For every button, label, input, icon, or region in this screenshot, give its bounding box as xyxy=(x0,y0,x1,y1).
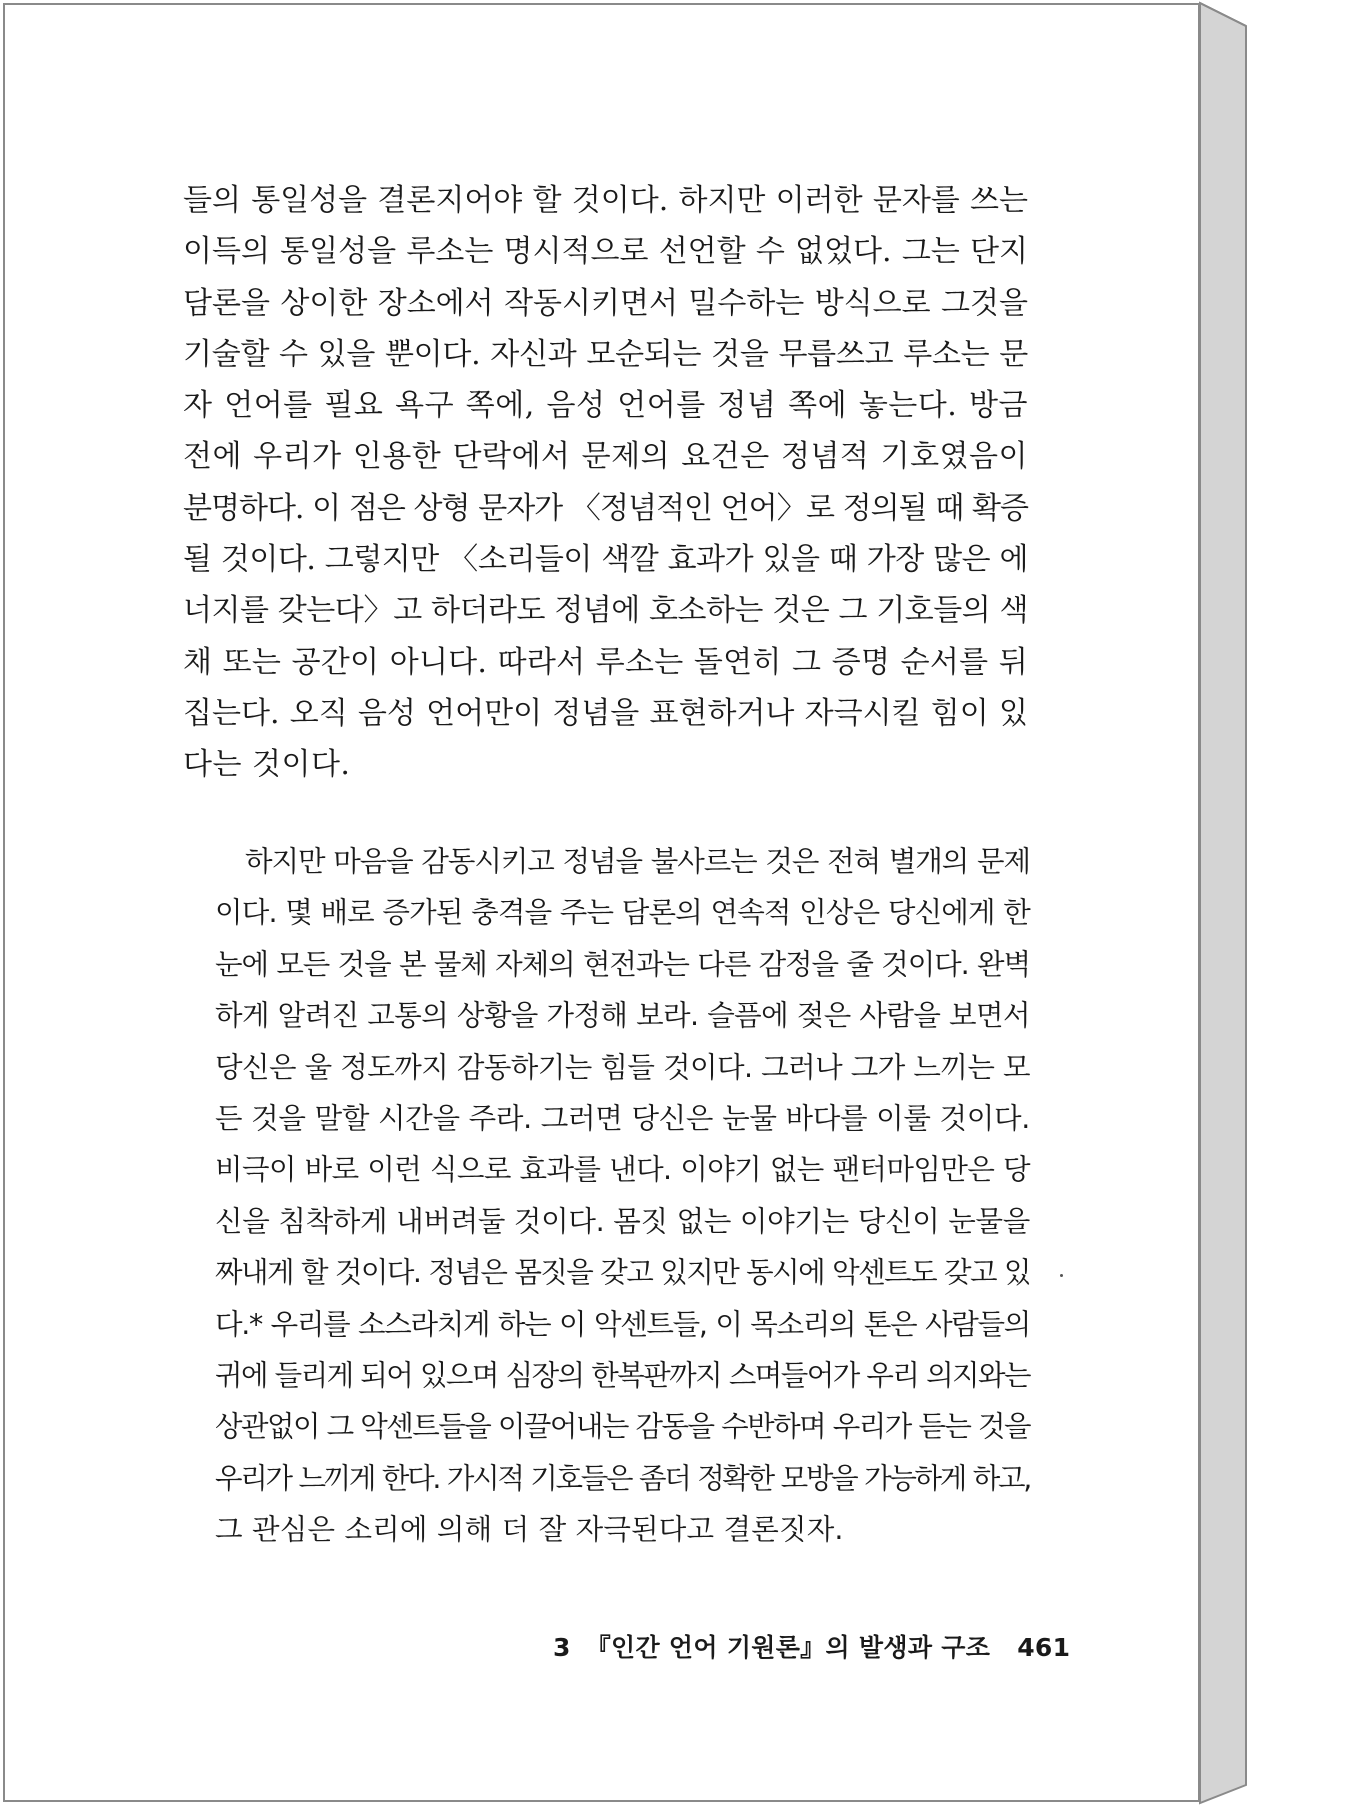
body-paragraph xyxy=(183,175,1028,791)
quote-line: 신을 침착하게 내버려둘 것이다. 몸짓 없는 이야기는 당신이 눈물을 xyxy=(215,1204,1030,1238)
paragraph-line: 자 언어를 필요 욕구 쪽에, 음성 언어를 정념 쪽에 놓는다. 방금 xyxy=(183,388,1028,424)
paragraph-line: 다는 것이다. xyxy=(183,747,351,783)
page-edge-side xyxy=(1200,3,1246,1803)
quote-line-text: 하지만 마음을 감동시키고 정념을 불사르는 것은 전혀 별개의 문제 xyxy=(245,845,1030,878)
quote-line: 눈에 모든 것을 본 물체 자체의 현전과는 다른 감정을 줄 것이다. 완벽 xyxy=(215,947,1030,981)
quote-line: 비극이 바로 이런 식으로 효과를 낸다. 이야기 없는 팬터마임만은 당 xyxy=(215,1153,1030,1187)
paragraph-line: 전에 우리가 인용한 단락에서 문제의 요건은 정념적 기호였음이 xyxy=(183,439,1028,475)
quote-line: 상관없이 그 악센트들을 이끌어내는 감동을 수반하며 우리가 듣는 것을 xyxy=(215,1410,1030,1444)
quote-line: 짜내게 할 것이다. 정념은 몸짓을 갖고 있지만 동시에 악센트도 갖고 있 xyxy=(215,1256,1030,1290)
footer-chapter-title: 『인간 언어 기원론』의 발생과 구조 xyxy=(585,1633,991,1662)
print-speck xyxy=(1060,1274,1063,1277)
quote-line: 다.* 우리를 소스라치게 하는 이 악센트들, 이 목소리의 톤은 사람들의 xyxy=(215,1307,1030,1341)
paragraph-line: 담론을 상이한 장소에서 작동시키면서 밀수하는 방식으로 그것을 xyxy=(183,285,1028,321)
block-quote xyxy=(215,836,1030,1556)
quote-line: 당신은 울 정도까지 감동하기는 힘들 것이다. 그러나 그가 느끼는 모 xyxy=(215,1050,1030,1084)
paragraph-line: 집는다. 오직 음성 언어만이 정념을 표현하거나 자극시킬 힘이 있 xyxy=(183,695,1028,731)
quote-line: 우리가 느끼게 한다. 가시적 기호들은 좀더 정확한 모방을 가능하게 하고, xyxy=(215,1461,1030,1495)
paragraph-line: 기술할 수 있을 뿐이다. 자신과 모순되는 것을 무릅쓰고 루소는 문 xyxy=(183,336,1028,372)
paragraph-line: 채 또는 공간이 아니다. 따라서 루소는 돌연히 그 증명 순서를 뒤 xyxy=(183,644,1028,680)
quote-line: 귀에 들리게 되어 있으며 심장의 한복판까지 스며들어가 우리 의지와는 xyxy=(215,1359,1030,1393)
quote-line-first xyxy=(215,836,1030,887)
paragraph-line: 분명하다. 이 점은 상형 문자가 〈정념적인 언어〉로 정의될 때 확증 xyxy=(183,490,1028,526)
paragraph-line: 될 것이다. 그렇지만 〈소리들이 색깔 효과가 있을 때 가장 많은 에 xyxy=(183,542,1028,578)
quote-line: 그 관심은 소리에 의해 더 잘 자극된다고 결론짓자. xyxy=(215,1513,844,1547)
page-number: 461 xyxy=(1017,1633,1071,1662)
paragraph-line: 이득의 통일성을 루소는 명시적으로 선언할 수 없었다. 그는 단지 xyxy=(183,234,1028,270)
running-footer xyxy=(553,1628,1071,1664)
quote-line: 이다. 몇 배로 증가된 충격을 주는 담론의 연속적 인상은 당신에게 한 xyxy=(215,896,1030,930)
paragraph-line: 너지를 갖는다〉고 하더라도 정념에 호소하는 것은 그 기호들의 색 xyxy=(183,593,1028,629)
footer-chapter-number: 3 xyxy=(553,1633,571,1662)
quote-line: 든 것을 말할 시간을 주라. 그러면 당신은 눈물 바다를 이룰 것이다. xyxy=(215,1102,1030,1136)
quote-line: 하게 알려진 고통의 상황을 가정해 보라. 슬픔에 젖은 사람을 보면서 xyxy=(215,999,1030,1033)
paragraph-line: 들의 통일성을 결론지어야 할 것이다. 하지만 이러한 문자를 쓰는 xyxy=(183,183,1028,218)
